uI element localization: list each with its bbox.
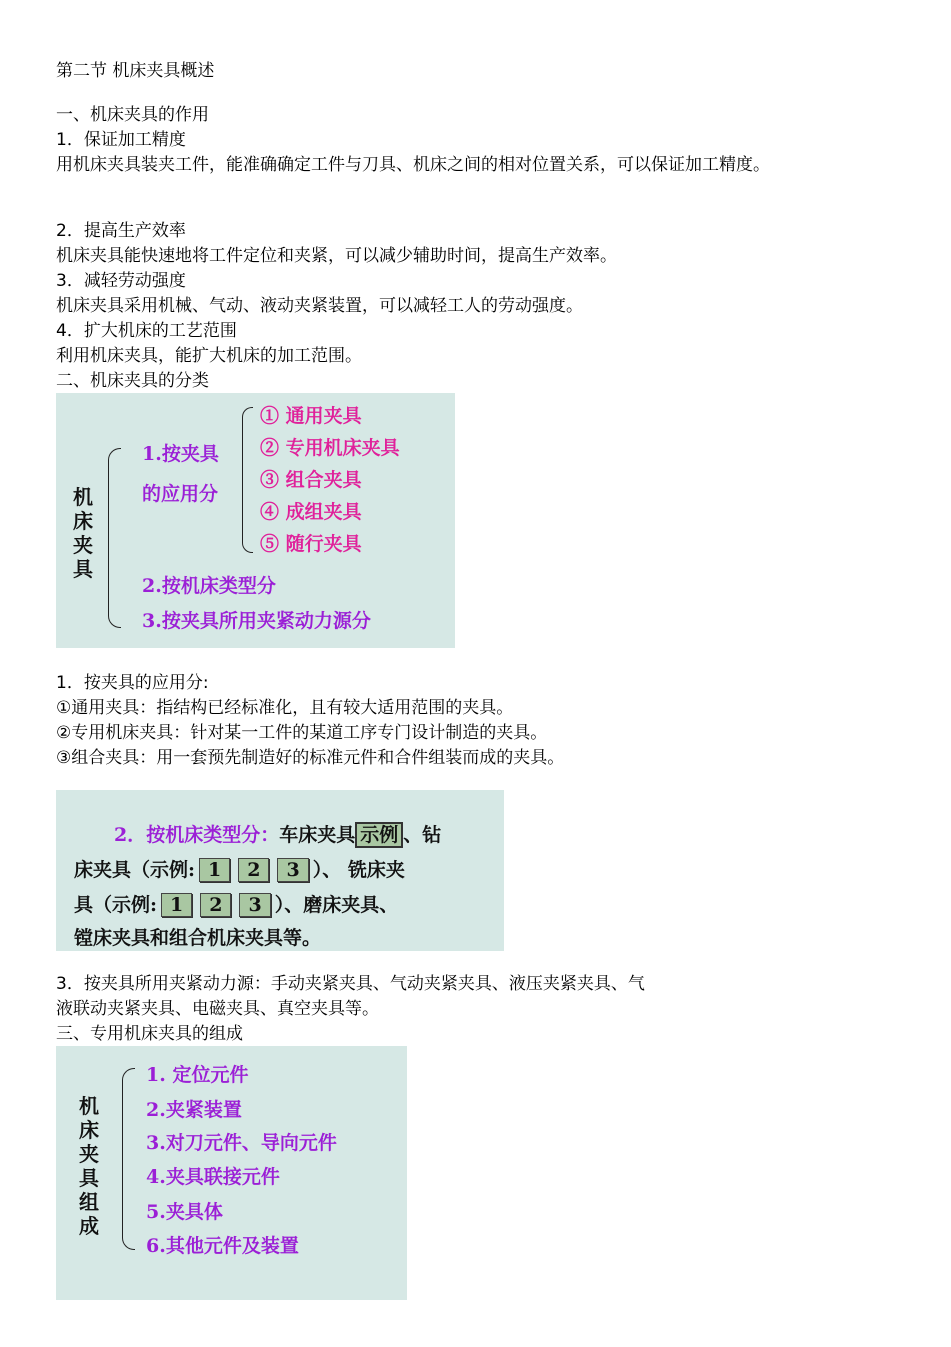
- part-1-item-c: ③组合夹具：用一套预先制造好的标准元件和合件组装而成的夹具。: [56, 748, 565, 768]
- part-1-item-b: ②专用机床夹具：针对某一工件的某道工序专门设计制造的夹具。: [56, 723, 548, 743]
- classification-figure: [56, 393, 455, 648]
- fig2-mill: ）、 铣床夹: [312, 859, 405, 881]
- mill-example-2-button[interactable]: 2: [200, 893, 231, 917]
- item-1-text: 用机床夹具装夹工件，能准确确定工件与刀具、机床之间的相对位置关系，可以保证加工精度。: [56, 155, 770, 175]
- fig3-item: 2.夹紧装置: [146, 1099, 242, 1121]
- fig3-brace: [122, 1068, 135, 1250]
- fig3-item: 5.夹具体: [146, 1201, 223, 1223]
- fig3-item: 1. 定位元件: [146, 1064, 249, 1086]
- item-4-text: 利用机床夹具，能扩大机床的加工范围。: [56, 346, 362, 366]
- fig1-sub-item: ④ 成组夹具: [260, 501, 362, 523]
- fig1-main-brace: [108, 448, 121, 628]
- section-1-heading: 一、机床夹具的作用: [56, 105, 209, 125]
- demo-button[interactable]: 示例: [355, 822, 403, 848]
- fig3-item: 3.对刀元件、导向元件: [146, 1132, 337, 1154]
- part-3-line-2: 液联动夹紧夹具、电磁夹具、真空夹具等。: [56, 999, 379, 1019]
- drill-example-1-button[interactable]: 1: [199, 858, 230, 882]
- page-title: 第二节 机床夹具概述: [56, 61, 215, 81]
- section-3-heading: 三、专用机床夹具的组成: [56, 1024, 243, 1044]
- drill-example-2-button[interactable]: 2: [238, 858, 269, 882]
- item-4-title: 4．扩大机床的工艺范围: [56, 321, 237, 341]
- fig2-mill-demo-label: 具（示例:: [74, 894, 158, 916]
- fig3-item: 4.夹具联接元件: [146, 1166, 280, 1188]
- section-2-heading: 二、机床夹具的分类: [56, 371, 209, 391]
- item-2-title: 2．提高生产效率: [56, 221, 186, 241]
- item-2-text: 机床夹具能快速地将工件定位和夹紧，可以减少辅助时间，提高生产效率。: [56, 246, 617, 266]
- fig3-item: 6.其他元件及装置: [146, 1235, 299, 1257]
- drill-example-3-button[interactable]: 3: [277, 858, 308, 882]
- fig2-line-2: [74, 855, 405, 882]
- part-1-title: 1．按夹具的应用分:: [56, 673, 209, 693]
- composition-figure: [56, 1046, 407, 1300]
- fig2-line-4: 镗床夹具和组合机床夹具等。: [74, 927, 322, 949]
- fig1-root-label: 机床夹具: [73, 485, 93, 581]
- fig3-root-label: 机床夹具组成: [79, 1094, 99, 1238]
- part-1-item-a: ①通用夹具：指结构已经标准化，且有较大适用范围的夹具。: [56, 698, 514, 718]
- fig1-sub-brace: [242, 407, 253, 553]
- item-1-title: 1．保证加工精度: [56, 130, 186, 150]
- fig1-branch-1-line-2: 的应用分: [142, 483, 219, 505]
- fig2-grind: ）、磨床夹具、: [274, 894, 399, 916]
- item-3-text: 机床夹具采用机械、气动、液动夹紧装置，可以减轻工人的劳动强度。: [56, 296, 583, 316]
- fig1-branch-1-line-1: 1.按夹具: [142, 443, 219, 465]
- fig2-line-3: [74, 890, 398, 917]
- mill-example-3-button[interactable]: 3: [239, 893, 270, 917]
- fig2-line-1: [114, 820, 441, 847]
- fig2-drill-demo-label: 床夹具（示例:: [74, 859, 196, 881]
- fig1-branch-2: 2.按机床类型分: [142, 575, 276, 597]
- fig1-branch-3: 3.按夹具所用夹紧动力源分: [142, 610, 371, 632]
- part-3-line-1: 3．按夹具所用夹紧动力源：手动夹紧夹具、气动夹紧夹具、液压夹紧夹具、气: [56, 974, 645, 994]
- fig1-sub-item: ② 专用机床夹具: [260, 437, 400, 459]
- fig2-drill: 、钻: [403, 824, 442, 846]
- fig1-sub-item: ① 通用夹具: [260, 405, 362, 427]
- mill-example-1-button[interactable]: 1: [161, 893, 192, 917]
- machine-type-figure: [56, 790, 504, 951]
- item-3-title: 3．减轻劳动强度: [56, 271, 186, 291]
- fig2-lead: 2．按机床类型分：: [114, 824, 280, 846]
- fig2-lathe: 车床夹具: [279, 824, 356, 846]
- fig1-sub-item: ③ 组合夹具: [260, 469, 362, 491]
- fig1-sub-item: ⑤ 随行夹具: [260, 533, 362, 555]
